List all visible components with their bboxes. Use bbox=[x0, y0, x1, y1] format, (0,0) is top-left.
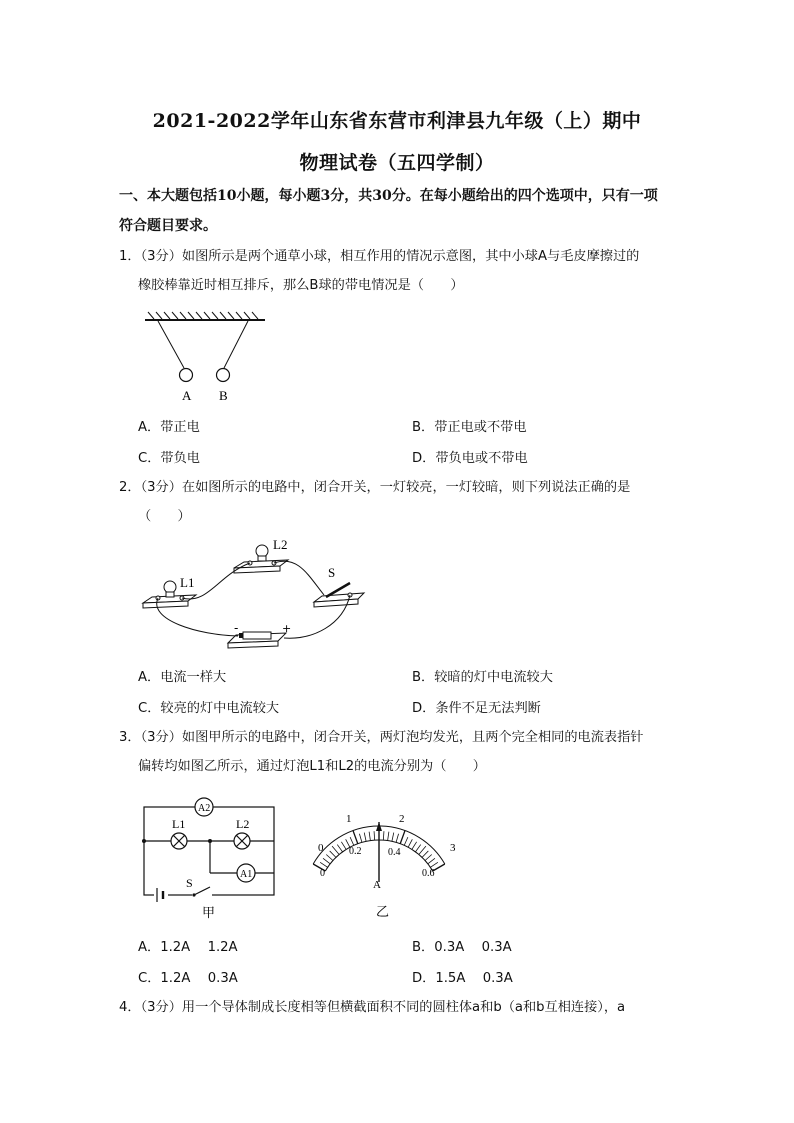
q1-option-c[interactable]: C．带负电 bbox=[138, 451, 200, 466]
dial-tick bbox=[388, 832, 389, 841]
q3-figure-ammeter-yi bbox=[292, 806, 467, 921]
section-heading-line1: 一、本大题包括10小题，每小题3分，共30分。在每小题给出的四个选项中，只有一项 bbox=[119, 188, 658, 204]
q1-figure-pith-balls bbox=[140, 310, 275, 405]
section-heading bbox=[119, 181, 679, 241]
dial-tick bbox=[415, 845, 420, 852]
dial-tick bbox=[396, 834, 398, 843]
dial-tick bbox=[404, 837, 408, 845]
switch-s bbox=[314, 583, 364, 607]
q3-option-d[interactable]: D．1.5A 0.3A bbox=[412, 971, 513, 986]
dial-outer-3: 3 bbox=[450, 842, 456, 854]
dial-tick bbox=[353, 831, 358, 844]
dial-tick bbox=[369, 832, 370, 841]
dial-tick bbox=[408, 839, 412, 847]
question-1-line2: 橡胶棒靠近时相互排斥，那么B球的带电情况是（ ） bbox=[138, 278, 464, 293]
battery-plus-label: + bbox=[282, 622, 292, 635]
question-4-line1: 4．（3分）用一个导体制成长度相等但横截面积不同的圆柱体a和b（a和b互相连接），a bbox=[119, 1000, 626, 1015]
dial-inner-0.6: 0.6 bbox=[422, 868, 435, 879]
dial-tick bbox=[374, 831, 375, 840]
q2-option-b[interactable]: B．较暗的灯中电流较大 bbox=[412, 670, 553, 685]
l2-label: L2 bbox=[273, 537, 288, 552]
dial-inner-0.2: 0.2 bbox=[349, 846, 362, 857]
thread-a bbox=[158, 321, 184, 368]
dial-inner-0.4: 0.4 bbox=[388, 847, 401, 858]
dial-tick bbox=[419, 846, 426, 854]
dial-tick bbox=[320, 862, 327, 867]
section-heading-line2: 符合题目要求。 bbox=[119, 218, 217, 234]
question-3-line1: 3．（3分）如图甲所示的电路中，闭合开关，两灯泡均发光，且两个完全相同的电流表指针 bbox=[119, 730, 644, 745]
jia-l2-label: L2 bbox=[236, 817, 250, 831]
dial-tick bbox=[422, 851, 428, 857]
question-3-line2: 偏转均如图乙所示，通过灯泡L1和L2的电流分别为（ ） bbox=[138, 759, 486, 774]
a2-label: A2 bbox=[198, 803, 211, 814]
dial-tick bbox=[428, 858, 435, 864]
dial-tick bbox=[350, 837, 354, 845]
q2-option-c[interactable]: C．较亮的灯中电流较大 bbox=[138, 701, 280, 716]
ball-a bbox=[180, 369, 193, 382]
switch-label: S bbox=[328, 565, 336, 580]
dial-tick bbox=[430, 862, 437, 867]
dial-tick bbox=[425, 854, 432, 860]
dial-tick bbox=[400, 831, 405, 844]
dial-tick bbox=[326, 854, 333, 860]
thread-b bbox=[224, 321, 248, 368]
q2-figure-circuit bbox=[138, 535, 368, 653]
ceiling-support bbox=[145, 312, 265, 320]
exam-title-line1: 2021-2022学年山东省东营市利津县九年级（上）期中 bbox=[152, 110, 642, 132]
dial-tick bbox=[383, 831, 384, 840]
wire-l2-switch bbox=[274, 561, 324, 595]
q3-figure-circuit-jia bbox=[138, 795, 288, 920]
dial-tick bbox=[323, 858, 330, 864]
question-2 bbox=[119, 473, 679, 531]
q3-option-a[interactable]: A．1.2A 1.2A bbox=[138, 940, 238, 955]
jia-switch-label: S bbox=[186, 876, 193, 890]
exam-title-line2: 物理试卷（五四学制） bbox=[299, 152, 495, 174]
q3-option-b[interactable]: B．0.3A 0.3A bbox=[412, 940, 512, 955]
dial-tick bbox=[330, 851, 336, 857]
dial-tick bbox=[359, 834, 361, 843]
dial-outer-1: 1 bbox=[346, 813, 352, 825]
dial-tick bbox=[412, 842, 417, 850]
question-1-line1: 1．（3分）如图所示是两个通草小球，相互作用的情况示意图，其中小球A与毛皮摩擦过的 bbox=[119, 249, 640, 264]
l1-label: L1 bbox=[180, 575, 195, 590]
dial-outer-2: 2 bbox=[399, 813, 405, 825]
question-2-line2: （ ） bbox=[138, 509, 191, 524]
q2-option-a[interactable]: A．电流一样大 bbox=[138, 670, 227, 685]
battery-minus-label: - bbox=[234, 621, 239, 635]
dial-unit-label: A bbox=[373, 879, 381, 891]
dial-inner-0: 0 bbox=[320, 868, 325, 879]
dial-tick bbox=[341, 842, 346, 850]
dial-tick bbox=[433, 864, 445, 871]
ball-b-label: B bbox=[219, 388, 228, 403]
question-2-line1: 2．（3分）在如图所示的电路中，闭合开关，一灯较亮，一灯较暗，则下列说法正确的是 bbox=[119, 480, 631, 495]
a1-label: A1 bbox=[240, 869, 253, 880]
jia-l1-label: L1 bbox=[172, 817, 186, 831]
ball-a-label: A bbox=[182, 388, 192, 403]
ball-b bbox=[217, 369, 230, 382]
q1-option-a[interactable]: A．带正电 bbox=[138, 420, 200, 435]
caption-jia: 甲 bbox=[202, 906, 216, 920]
question-3 bbox=[119, 723, 679, 781]
dial-outer-0: 0 bbox=[318, 842, 324, 854]
dial-tick bbox=[332, 846, 339, 854]
caption-yi: 乙 bbox=[376, 905, 390, 920]
q3-option-c[interactable]: C．1.2A 0.3A bbox=[138, 971, 238, 986]
q1-option-b[interactable]: B．带正电或不带电 bbox=[412, 420, 527, 435]
question-4 bbox=[119, 993, 679, 1022]
dial-tick bbox=[337, 845, 342, 852]
dial-tick bbox=[392, 833, 394, 842]
question-1 bbox=[119, 242, 679, 300]
dial-tick bbox=[364, 833, 366, 842]
q2-option-d[interactable]: D．条件不足无法判断 bbox=[412, 701, 541, 716]
q1-option-d[interactable]: D．带负电或不带电 bbox=[412, 451, 528, 466]
